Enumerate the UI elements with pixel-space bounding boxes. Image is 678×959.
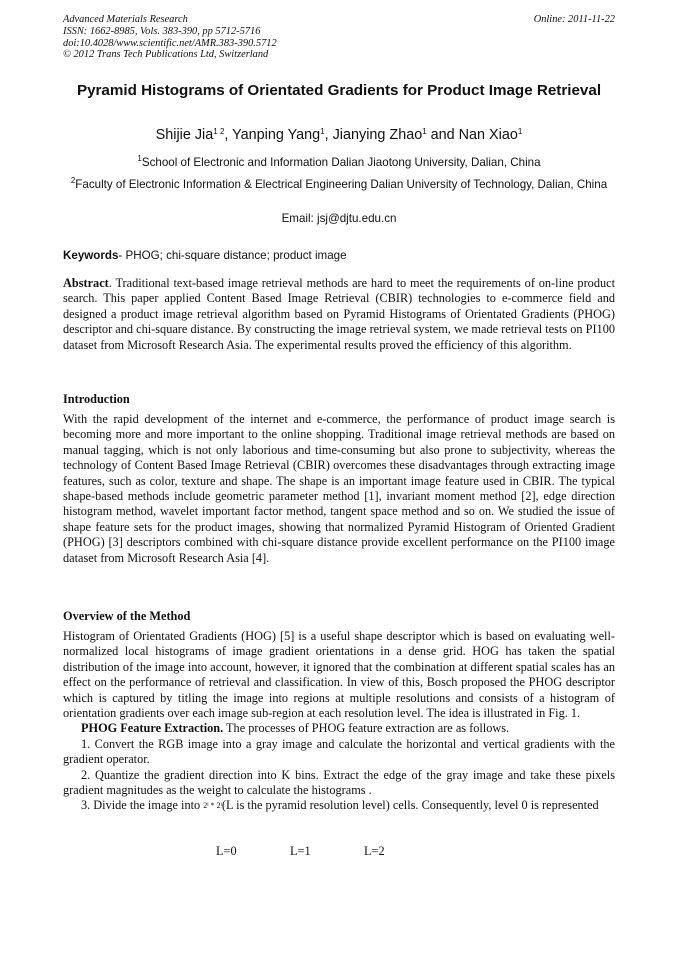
phog-label: PHOG Feature Extraction. xyxy=(81,721,224,736)
paper-title: Pyramid Histograms of Orientated Gradients for Product Image Retrieval xyxy=(76,82,602,99)
contact-email: Email: jsj@djtu.edu.cn xyxy=(281,212,397,225)
step-3-text: 3. Divide the image into xyxy=(81,798,204,813)
affiliation-sup: 1 xyxy=(137,154,142,163)
affiliation-2 xyxy=(63,177,615,193)
step-3-text: (L is the pyramid resolution level) cells. Consequently, level 0 is represented xyxy=(221,798,599,813)
step-3 xyxy=(63,798,615,813)
author-name: Shijie Jia xyxy=(155,127,214,143)
affiliation-1 xyxy=(63,155,615,171)
affiliation-text: School of Electronic and Information Dalian Jiaotong University, Dalian, China xyxy=(141,156,541,169)
author-sup: 1 2 xyxy=(213,127,225,136)
abstract-label: Abstract xyxy=(63,276,109,290)
keywords-label: Keywords xyxy=(63,249,119,262)
level-label-1: L=1 xyxy=(290,844,311,858)
affiliation-text: Faculty of Electronic Information & Electrical Engineering Dalian University of Technology, Dalian, China xyxy=(75,178,608,191)
online-date: Online: 2011-11-22 xyxy=(533,14,615,25)
author-list xyxy=(63,127,615,143)
overview-section xyxy=(63,629,615,814)
author-name: and Nan Xiao xyxy=(426,127,518,143)
step-1: 1. Convert the RGB image into a gray image and calculate the horizontal and vertical gradients with the gradient operator. xyxy=(63,736,615,767)
level-label-2: L=2 xyxy=(364,844,385,858)
author-sup: 1 xyxy=(320,127,325,136)
keywords-text: - PHOG; chi-square distance; product image xyxy=(118,249,347,262)
author-name: , Jianying Zhao xyxy=(324,127,423,143)
abstract-text: . Traditional text-based image retrieval methods are hard to meet the requirements of on-line product search. This paper applied Content Based Image Retrieval (CBIR) technologies to e-commerce field and designed a product image retrieval algorithm based on Pyramid Histograms of Orientated Gradients (PHOG) descriptor and chi-square distance. By constructing the image retrieval system, we made retrieval tests on PI100 dataset from Microsoft Research Asia. The experimental results proved the efficiency of this algorithm. xyxy=(63,276,615,352)
section-heading-overview: Overview of the Method xyxy=(63,609,191,623)
abstract xyxy=(63,276,615,353)
phog-paragraph xyxy=(63,721,615,736)
issn-line: ISSN: 1662-8985, Vols. 383-390, pp 5712-5716 xyxy=(63,25,261,37)
level-label-0: L=0 xyxy=(216,844,237,858)
affiliation-sup: 2 xyxy=(70,176,76,185)
phog-text: The processes of PHOG feature extraction are as follows. xyxy=(223,721,510,736)
keywords-line xyxy=(63,249,615,262)
author-name: , Yanping Yang xyxy=(224,127,321,143)
overview-paragraph: Histogram of Orientated Gradients (HOG) [5] is a useful shape descriptor which is based on evaluating well-normalized local histograms of image gradient orientations in a dense grid. HOG has taken the spatial distribution of the image into account, however, it ignored that the combination at different spatial scales has an effect on the performance of retrieval and classification. In view of this, Bosch proposed the PHOG descriptor which is captured by titling the image into regions at multiple resolutions and consists of a histogram of orientation gradients over each image sub-region at each resolution level. The idea is illustrated in Fig. 1. xyxy=(63,629,615,721)
grid-formula: 2ˡ * 2ˡ xyxy=(203,801,222,811)
step-2: 2. Quantize the gradient direction into K bins. Extract the edge of the gray image and take these pixels gradient magnitudes as the weight to calculate the histograms . xyxy=(63,767,615,798)
copyright-line: © 2012 Trans Tech Publications Ltd, Switzerland xyxy=(63,49,269,61)
author-sup: 1 xyxy=(517,127,523,136)
introduction-paragraph: With the rapid development of the internet and e-commerce, the performance of product image search is becoming more and more important to the online shopping. Traditional image retrieval methods are based on manual tagging, which is not only laborious and time-consuming but also prone to subjectivity, whereas the technology of Content Based Image Retrieval (CBIR) overcomes these disadvantages through extracting image features, such as color, texture and shape. The shape is an important image feature used in CBIR. The typical shape-based methods include geometric parameter method [1], invariant moment method [2], edge direction histogram method, wavelet important factor method, tangent space method and so on. We studied the issue of shape feature sets for the product images, showing that normalized Pyramid Histogram of Oriented Gradient (PHOG) [3] descriptors combined with chi-square distance provide excellent performance on the PI100 image dataset from Microsoft Research Asia [4]. xyxy=(63,412,615,565)
journal-name: Advanced Materials Research xyxy=(63,14,188,25)
section-heading-introduction: Introduction xyxy=(63,392,130,406)
journal-header xyxy=(63,14,277,61)
author-sup: 1 xyxy=(422,127,427,136)
doi-line: doi:10.4028/www.scientific.net/AMR.383-390.5712 xyxy=(63,37,277,49)
